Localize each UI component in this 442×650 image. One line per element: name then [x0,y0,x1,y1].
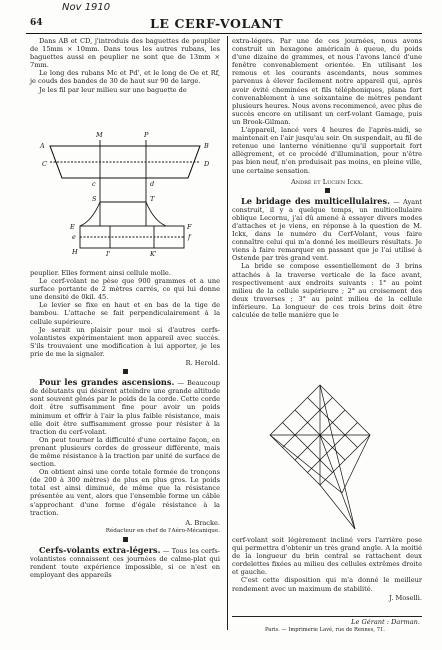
paragraph: Dans AB et CD, j'introduis des baguettes de peuplier de 15mm × 10mm. Dans tous les autres rubans, les baguettes aussi en peuplier ne sont que de 13mm × 7mm. [30,37,220,70]
footer-rule [232,616,422,617]
label-S: S [92,195,97,203]
paragraph: On peut tourner la difficulté d'une certaine façon, en prenant plusieurs cordes de grosseur différente, mais de même résistance à la traction par unité de surface de section. [30,435,220,469]
label-E: E [70,223,75,231]
paragraph: Le levier se fixe en haut et en bas de la tige de bambou. L'attache se fait perpendiculairement à la cellule supérieure. [30,301,220,326]
paragraph: Je serait un plaisir pour moi si d'autres cerfs-volantistes expérimentaient mon appareil avec succès. S'ils trouvaient une modification à lui apporter, je les prie de me la signaler. [30,325,220,358]
paragraph: peuplier. Elles forment ainsi cellule molle. [30,269,171,277]
label-P: P [144,131,149,139]
label-H: H [72,248,78,256]
paragraph: extra-légers. Par une de ces journées, nous avons construit un hexagone américain à queue, du poids d'une dizaine de grammes, et nous l'avons lancé d'une fenêtre convenablement orientée. En utilisant les remous et les courants ascendants, nous sommes parvenus à élever facilement notre appareil qui, après avoir évité cheminées et fils téléphoniques, plana fort convenablement à une soixantaine de mètres pendant plusieurs heures. Nous avons recommencé, avec plus de succès encore en utilisant un cerf-volant Gamage, puis un Brook-Gilman. [232,37,422,126]
handwritten-date: Nov 1910 [62,2,111,13]
paragraph: — Ayant construit, il y a quelque temps, un multicellulaire oblique Lecornu, j'ai dû amené à essayer divers modes d'attaches et je viens, en réponse à la question de M. Ickx, dans le numéro du Cerf-Volant, vous faire connaître celui qui m'a donné les meilleurs résultats. Je viens à faire remarquer en passant que je l'ai utilisé à Ostende par très grand vent. [232,197,422,263]
section-title: Cerfs-volants extra-légers. [39,544,161,555]
page-number: 64 [30,18,43,28]
label-M: M [96,131,103,139]
right-column-bottom [232,536,422,602]
paragraph: cerf-volant soit légèrement incliné vers l'arrière pose qui permettra d'obtenir un très grand angle. A la moitié de la longueur du brin central se rattachent deux cordelettes fixées au milieu des cellules extrêmes droite et gauche. [232,536,422,577]
left-column-middle [30,269,220,579]
paragraph: Je les fil par leur milieu sur une baguette de [39,85,187,94]
gerant-line: Le Gérant : Darman. [351,618,420,626]
column-divider [227,36,228,630]
left-column-top [30,37,220,94]
label-D: D [204,160,210,168]
header-rule [26,33,422,34]
section-title: Pour les grandes ascensions. [39,377,175,388]
kite-construction-diagram [32,126,218,266]
journal-title: LE CERF-VOLANT [150,16,284,31]
signature-ickx: André et Lucien Ickx. [290,177,364,186]
bridle-diagram [250,383,400,533]
paragraph: Le long des rubans Mc et Pd', et le long de Oe et Rf, je couds des bandes de 30 de haut sur 90 de large. [30,69,220,86]
signature-moselli: J. Moselli. [389,593,422,602]
signature-herold: R. Herold. [185,359,220,368]
paragraph: — Beaucoup de débutants qui désirent atteindre une grande altitude sont souvent gênés par le poids de la corde. Cette corde doit être suffisamment fine pour avoir un poids minimum et offrir à l'air la plus faible résistance, mais elle doit être suffisamment grosse pour résister à la traction du cerf-volant. [30,379,221,436]
imprint-line: Paris. — Imprimerie Lavé, rue de Rennes, 71. [265,627,385,633]
label-f: f [188,233,191,241]
label-I: I' [106,250,111,258]
label-K: K' [150,250,157,258]
label-d: d [150,180,155,188]
section-title: Le bridage des multicellulaires. [241,195,390,206]
label-A: A [40,142,45,150]
label-T: T [150,195,155,203]
signature-role: Rédacteur en chef de l'Aéro-Mécanique. [105,527,220,534]
label-F: F [187,223,192,231]
paragraph: On obtient ainsi une corde totale formée de tronçons (de 200 à 300 mètres) de plus en plus gros. Le poids total est ainsi diminué, de même que la résistance présentée au vent, alors que l'ensemble forme un câble s'approchant d'une forme d'égale résistance à la traction. [30,468,220,517]
label-B: B [204,142,209,150]
signature-bracke: A. Bracke. [185,518,220,527]
paragraph: L'appareil, lancé vers 4 heures de l'après-midi, se maintenait en l'air jusqu'au soir. On suspendait, au fil de retenue une lanterne vénitienne qu'il supportait fort allègrement, et ce procédé d'illumination, pour n'être pas bien neuf, n'en produisait pas moins, en pleine ville, une certaine sensation. [232,126,422,175]
label-C: C [42,160,47,168]
label-e: e [72,233,76,241]
paragraph: — Tous les cerfs-volantistes connaissent ces journées de calme-plat qui rendent toute expérience impossible, si ce n'est en employant des appareils [30,546,220,580]
paragraph: La bride se compose essentiellement de 3 brins attachés à la traverse verticale de la face avant, respectivement aux endroits suivants : 1° au point milieu de la cellule supérieure ; 2° au croisement des deux traverses ; 3° au point milieu de la cellule inférieure. La longueur de ces trois brins doit être calculée de telle manière que le [232,262,422,319]
label-c: c [92,180,96,188]
paragraph: C'est cette disposition qui m'a donné le meilleur rendement avec un maximum de stabilité. [232,576,422,593]
right-column-top [232,37,422,319]
paragraph: Le cerf-volant ne pèse que 900 grammes et a une surface portante de 2 mètres carrés, ce qui lui donne une densité de 0kil. 45. [30,277,220,302]
